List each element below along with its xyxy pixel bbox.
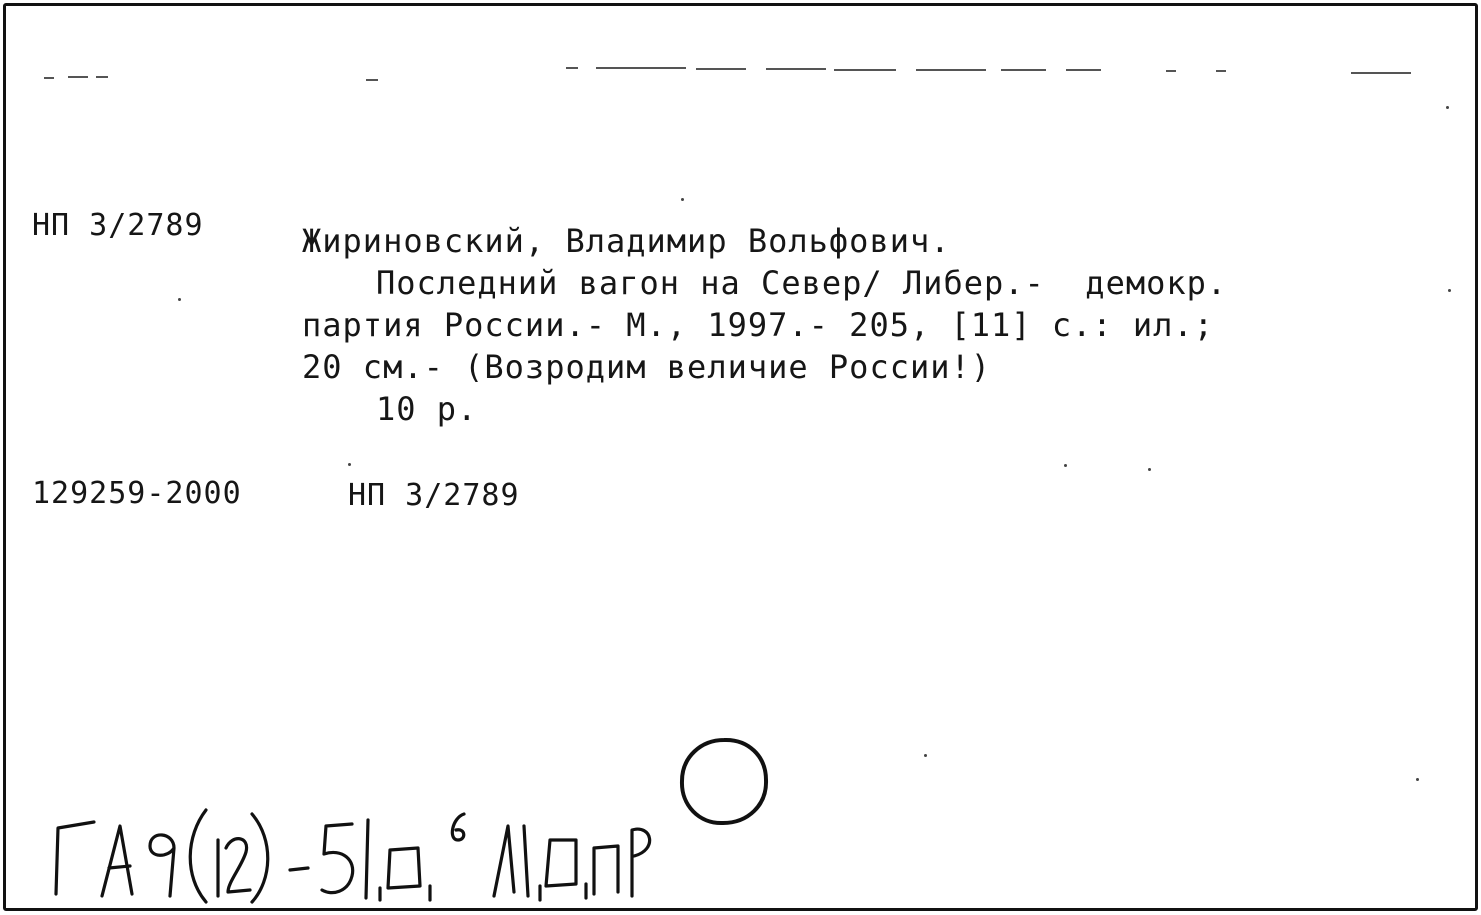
title-statement: Последний вагон на Север/ Либер.- демокр. — [376, 264, 1228, 302]
scan-speck — [1148, 468, 1151, 471]
scan-dash-line — [26, 56, 1426, 86]
price: 10 р. — [376, 390, 478, 428]
series-statement: 20 см.- (Возродим величие России!) — [302, 348, 992, 386]
author-heading: Жириновский, Владимир Вольфович. — [302, 222, 951, 260]
scan-speck — [924, 754, 927, 757]
scan-speck — [1448, 289, 1451, 292]
scan-speck — [178, 298, 181, 301]
scan-speck — [1064, 464, 1067, 467]
publication-statement: партия России.- М., 1997.- 205, [11] с.: ил.; — [302, 306, 1214, 344]
circle-stamp-icon — [676, 734, 772, 830]
catalog-card — [3, 3, 1478, 911]
handwritten-note — [46, 796, 666, 906]
scan-speck — [348, 463, 351, 466]
scan-speck — [1416, 778, 1419, 781]
call-number: НП 3/2789 — [32, 208, 204, 243]
inventory-call-number: НП 3/2789 — [348, 478, 520, 513]
scan-speck — [1446, 106, 1449, 109]
inventory-number: 129259-2000 — [32, 476, 242, 511]
scan-speck — [681, 198, 684, 201]
